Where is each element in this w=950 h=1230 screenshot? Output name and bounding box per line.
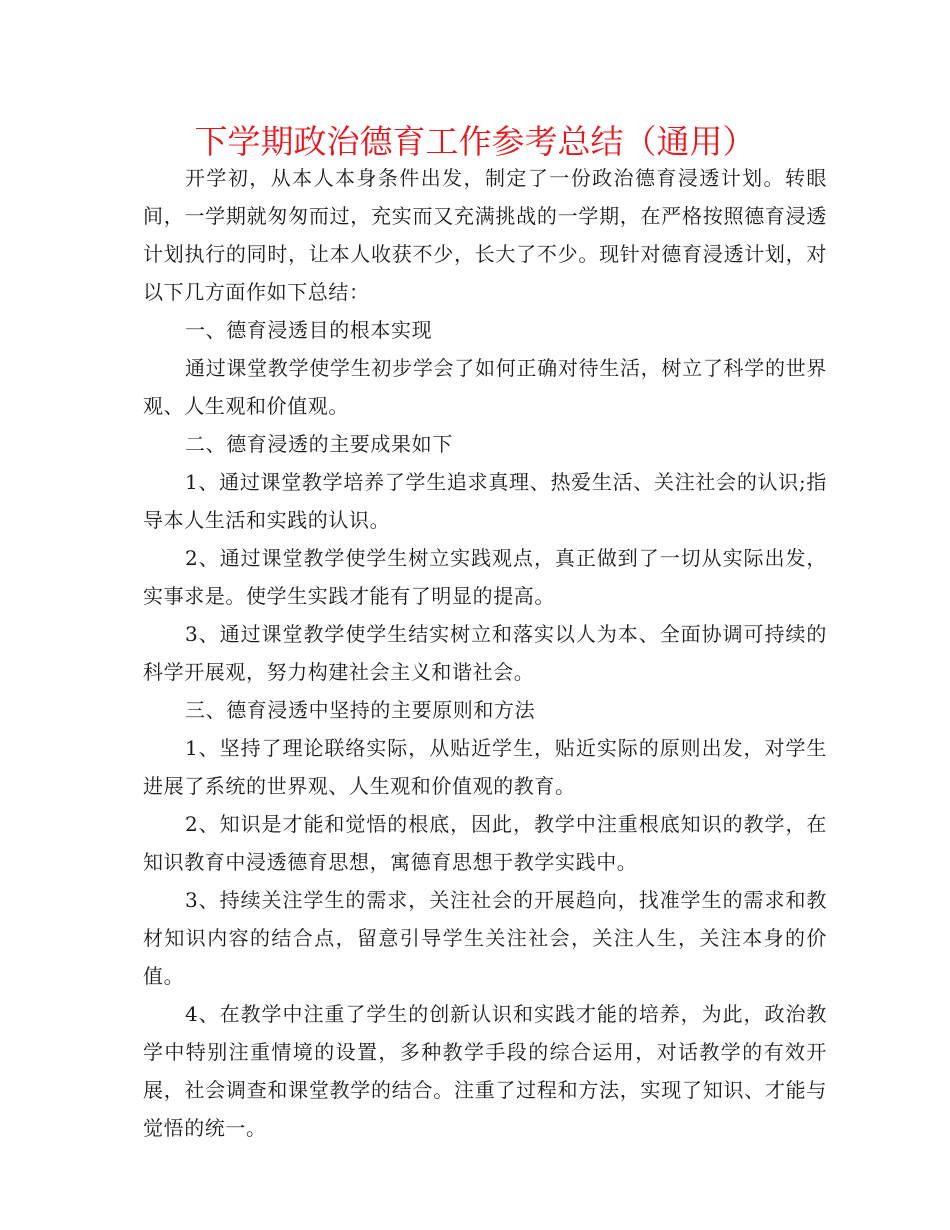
section-heading-2: 二、德育浸透的主要成果如下: [185, 432, 453, 456]
section-heading-1: 一、德育浸透目的根本实现: [185, 318, 433, 342]
document-title: 下学期政治德育工作参考总结（通用）: [194, 122, 756, 161]
list-item: 1、坚持了理论联络实际，从贴近学生，贴近实际的原则出发，对学生进展了系统的世界观、人生观和价值观的教育。: [143, 736, 827, 798]
document-body: [143, 159, 827, 1147]
list-item: 4、在教学中注重了学生的创新认识和实践才能的培养，为此，政治教学中特别注重情境的设置，多种教学手段的综合运用，对话教学的有效开展，社会调查和课堂教学的结合。注重了过程和方法，实现了知识、才能与觉悟的统一。: [143, 1002, 827, 1140]
list-item: 3、持续关注学生的需求，关注社会的开展趋向，找准学生的需求和教材知识内容的结合点，留意引导学生关注社会，关注人生，关注本身的价值。: [143, 888, 827, 988]
section-heading-3: 三、德育浸透中坚持的主要原则和方法: [185, 698, 536, 722]
list-item: 3、通过课堂教学使学生结实树立和落实以人为本、全面协调可持续的科学开展观，努力构建社会主义和谐社会。: [143, 622, 827, 684]
list-item: 1、通过课堂教学培养了学生追求真理、热爱生活、关注社会的认识;指导本人生活和实践的认识。: [143, 470, 827, 532]
list-item: 2、知识是才能和觉悟的根底，因此，教学中注重根底知识的教学，在知识教育中浸透德育思想，寓德育思想于教学实践中。: [143, 812, 827, 874]
paragraph-section-1: 通过课堂教学使学生初步学会了如何正确对待生活，树立了科学的世界观、人生观和价值观。: [143, 356, 827, 418]
list-item: 2、通过课堂教学使学生树立实践观点，真正做到了一切从实际出发，实事求是。使学生实践才能有了明显的提高。: [143, 546, 827, 608]
paragraph-intro: 开学初，从本人本身条件出发，制定了一份政治德育浸透计划。转眼间，一学期就匆匆而过，充实而又充满挑战的一学期，在严格按照德育浸透计划执行的同时，让本人收获不少，长大了不少。现针对德育浸透计划，对以下几方面作如下总结：: [143, 166, 827, 304]
